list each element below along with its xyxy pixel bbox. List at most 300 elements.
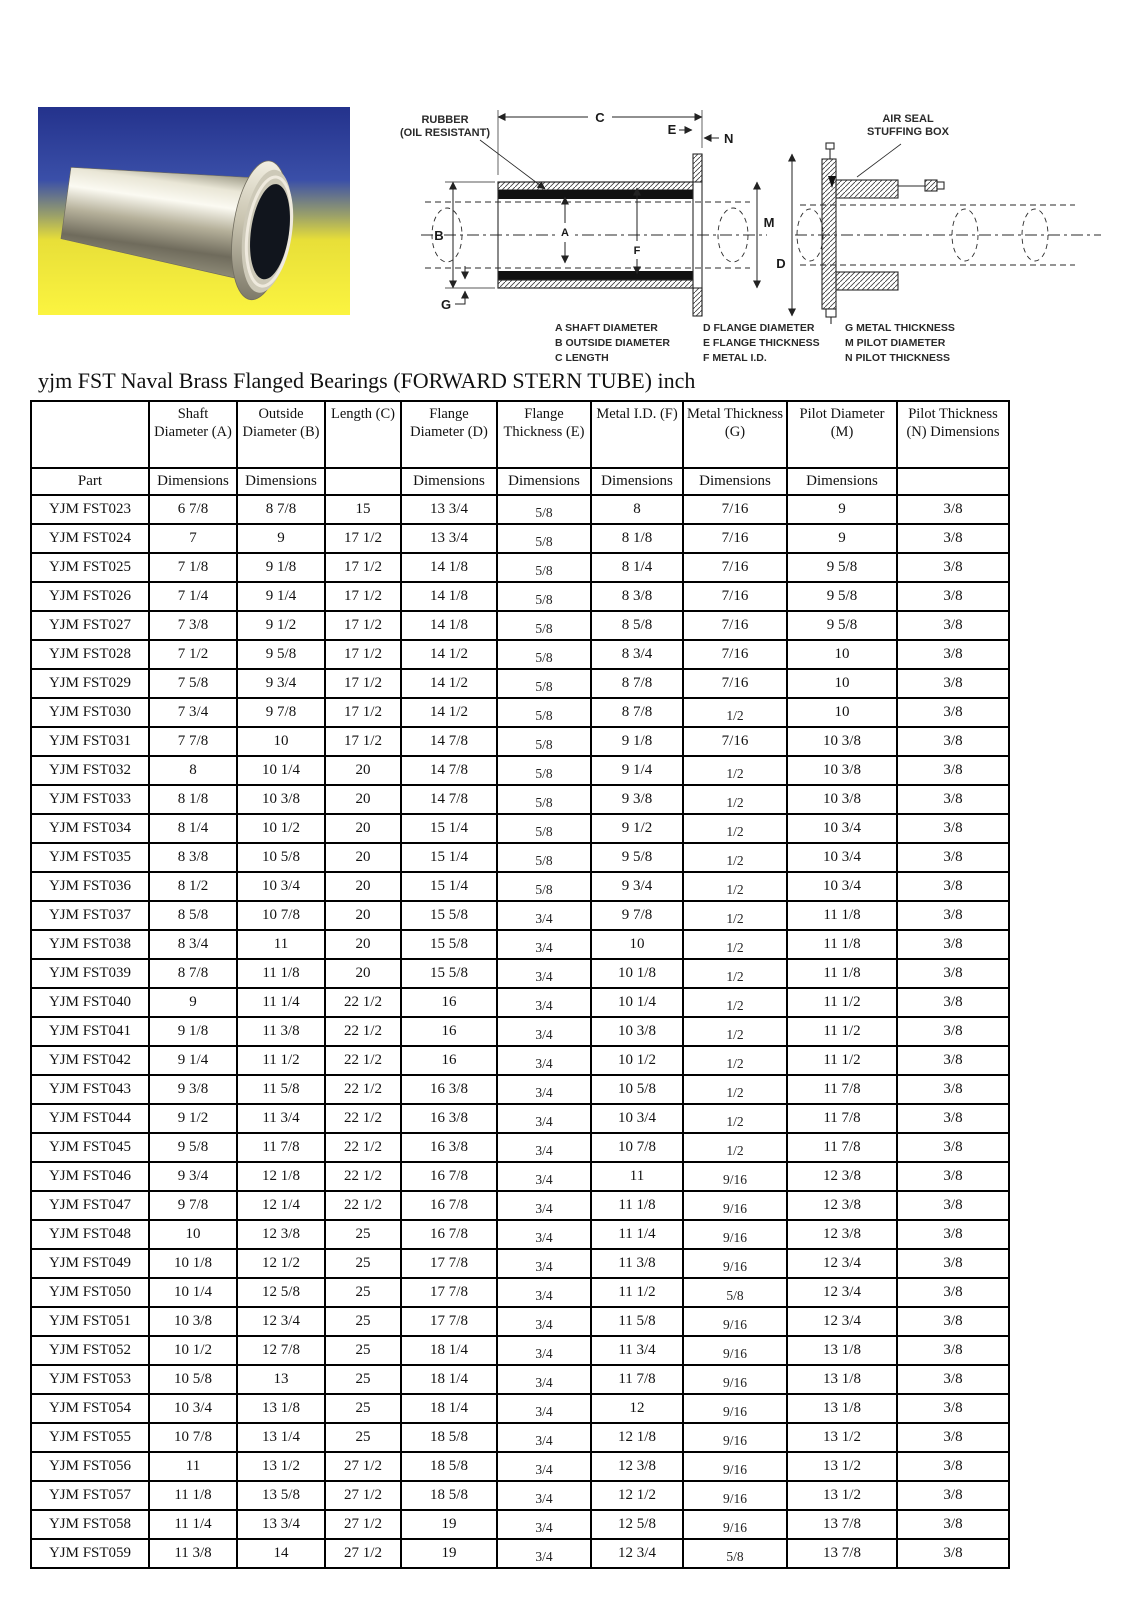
dimension-cell: 25	[325, 1394, 401, 1423]
dimension-cell: 3/8	[897, 1220, 1009, 1249]
part-cell: YJM FST057	[31, 1481, 149, 1510]
header-pilot-diameter: Pilot Diameter (M)	[787, 401, 897, 468]
dimension-cell: 3/4	[497, 1510, 591, 1539]
subheader-dim-n	[897, 468, 1009, 495]
dimension-cell: 9/16	[683, 1336, 787, 1365]
dimension-cell: 12 3/4	[787, 1278, 897, 1307]
dimension-cell: 5/8	[497, 553, 591, 582]
table-row	[31, 1075, 1009, 1104]
dimension-cell: 1/2	[683, 756, 787, 785]
dimension-cell: 10 7/8	[149, 1423, 237, 1452]
dimension-cell: 10 3/4	[787, 872, 897, 901]
dimension-cell: 16 7/8	[401, 1162, 497, 1191]
part-cell: YJM FST051	[31, 1307, 149, 1336]
dimension-cell: 15 1/4	[401, 814, 497, 843]
dimension-cell: 9 5/8	[237, 640, 325, 669]
dimension-cell: 14 7/8	[401, 727, 497, 756]
dimension-cell: 1/2	[683, 1104, 787, 1133]
dimension-cell: 19	[401, 1510, 497, 1539]
dimension-cell: 10 1/4	[591, 988, 683, 1017]
legend-d: D FLANGE DIAMETER	[703, 322, 815, 334]
dimension-cell: 9/16	[683, 1249, 787, 1278]
dimension-cell: 16	[401, 1046, 497, 1075]
dimension-cell: 22 1/2	[325, 1162, 401, 1191]
dimension-cell: 9/16	[683, 1452, 787, 1481]
dimension-cell: 8 7/8	[591, 698, 683, 727]
dimension-cell: 10 1/2	[237, 814, 325, 843]
dimension-cell: 15 1/4	[401, 843, 497, 872]
dimension-cell: 11 5/8	[237, 1075, 325, 1104]
dimension-cell: 5/8	[497, 843, 591, 872]
dimension-cell: 3/4	[497, 901, 591, 930]
dimension-cell: 1/2	[683, 843, 787, 872]
bearing-section	[421, 154, 767, 316]
stuffing-box-section	[795, 143, 1101, 324]
dimension-cell: 12 1/4	[237, 1191, 325, 1220]
subheader-dim-d: Dimensions	[401, 468, 497, 495]
dimension-cell: 3/8	[897, 901, 1009, 930]
dim-c-label: C	[595, 110, 605, 125]
table-row	[31, 495, 1009, 524]
dimension-cell: 3/8	[897, 1423, 1009, 1452]
subheader-dim-m: Dimensions	[787, 468, 897, 495]
table-row	[31, 1336, 1009, 1365]
dimension-cell: 11 5/8	[591, 1307, 683, 1336]
dimension-cell: 14 1/2	[401, 669, 497, 698]
subheader-dim-a: Dimensions	[149, 468, 237, 495]
dim-g-label: G	[440, 297, 452, 312]
dimension-cell: 3/4	[497, 1220, 591, 1249]
dimension-cell: 3/4	[497, 1191, 591, 1220]
dimension-cell: 13 7/8	[787, 1539, 897, 1568]
dimension-cell: 9 3/8	[149, 1075, 237, 1104]
header-length: Length (C)	[325, 401, 401, 468]
dimension-cell: 3/4	[497, 1133, 591, 1162]
table-row	[31, 669, 1009, 698]
table-row	[31, 582, 1009, 611]
dimension-cell: 3/8	[897, 1452, 1009, 1481]
dimension-cell: 8 1/4	[149, 814, 237, 843]
dimension-cell: 1/2	[683, 698, 787, 727]
header-metal-id: Metal I.D. (F)	[591, 401, 683, 468]
dimension-cell: 3/8	[897, 1104, 1009, 1133]
dimension-cell: 5/8	[497, 611, 591, 640]
subheader-dim-b: Dimensions	[237, 468, 325, 495]
dimension-cell: 7/16	[683, 669, 787, 698]
part-cell: YJM FST044	[31, 1104, 149, 1133]
dimension-cell: 27 1/2	[325, 1452, 401, 1481]
dimension-cell: 5/8	[497, 727, 591, 756]
table-row	[31, 901, 1009, 930]
dimension-cell: 17 1/2	[325, 582, 401, 611]
dimension-cell: 7/16	[683, 727, 787, 756]
product-photo	[38, 107, 350, 315]
table-row	[31, 1539, 1009, 1568]
table-row	[31, 785, 1009, 814]
dimension-cell: 10 5/8	[591, 1075, 683, 1104]
part-cell: YJM FST029	[31, 669, 149, 698]
part-cell: YJM FST025	[31, 553, 149, 582]
dimension-cell: 10 5/8	[237, 843, 325, 872]
dimension-cell: 10 3/4	[787, 843, 897, 872]
dimension-cell: 7 1/4	[149, 582, 237, 611]
dimension-cell: 20	[325, 756, 401, 785]
dimension-cell: 5/8	[497, 785, 591, 814]
part-cell: YJM FST026	[31, 582, 149, 611]
dimension-cell: 9/16	[683, 1162, 787, 1191]
air-seal-label-line2: STUFFING BOX	[867, 126, 949, 138]
dimension-cell: 20	[325, 843, 401, 872]
dimension-cell: 12 3/8	[787, 1220, 897, 1249]
dimension-cell: 17 1/2	[325, 698, 401, 727]
table-row	[31, 1423, 1009, 1452]
dimension-cell: 3/8	[897, 814, 1009, 843]
dimension-cell: 8 3/4	[591, 640, 683, 669]
dimension-cell: 22 1/2	[325, 1075, 401, 1104]
dimension-cell: 10 3/4	[591, 1104, 683, 1133]
dimension-cell: 9/16	[683, 1423, 787, 1452]
dimension-cell: 3/8	[897, 756, 1009, 785]
dimension-cell: 11	[149, 1452, 237, 1481]
dimension-cell: 11 3/8	[591, 1249, 683, 1278]
dimension-cell: 10 3/4	[787, 814, 897, 843]
dimension-cell: 3/8	[897, 1075, 1009, 1104]
dimension-cell: 3/4	[497, 1278, 591, 1307]
dimension-cell: 20	[325, 785, 401, 814]
dimension-cell: 3/8	[897, 1539, 1009, 1568]
dimension-cell: 9	[149, 988, 237, 1017]
gland-nut	[925, 180, 937, 191]
dimension-cell: 3/4	[497, 1452, 591, 1481]
dimension-cell: 3/8	[897, 495, 1009, 524]
dimension-cell: 9 3/4	[591, 872, 683, 901]
dimension-cell: 14 7/8	[401, 785, 497, 814]
table-row	[31, 1046, 1009, 1075]
part-cell: YJM FST030	[31, 698, 149, 727]
dimension-cell: 11 7/8	[787, 1133, 897, 1162]
dimension-cell: 15 5/8	[401, 930, 497, 959]
dimension-cell: 13 5/8	[237, 1481, 325, 1510]
dimension-cell: 15	[325, 495, 401, 524]
dimension-cell: 9 3/8	[591, 785, 683, 814]
header-flange-thickness: Flange Thickness (E)	[497, 401, 591, 468]
dimension-cell: 9 5/8	[787, 611, 897, 640]
dimension-cell: 15 1/4	[401, 872, 497, 901]
part-cell: YJM FST055	[31, 1423, 149, 1452]
table-row	[31, 1278, 1009, 1307]
dimension-cell: 12 5/8	[591, 1510, 683, 1539]
dimension-cell: 22 1/2	[325, 1046, 401, 1075]
dimension-cell: 3/4	[497, 1017, 591, 1046]
dimension-cell: 10	[591, 930, 683, 959]
part-cell: YJM FST045	[31, 1133, 149, 1162]
dimension-cell: 16 7/8	[401, 1191, 497, 1220]
dimension-cell: 17 1/2	[325, 553, 401, 582]
dimension-cell: 10 5/8	[149, 1365, 237, 1394]
dimension-cell: 3/8	[897, 524, 1009, 553]
dimension-cell: 9/16	[683, 1365, 787, 1394]
dimension-cell: 3/8	[897, 669, 1009, 698]
part-cell: YJM FST056	[31, 1452, 149, 1481]
dimension-cell: 3/4	[497, 1249, 591, 1278]
table-row	[31, 843, 1009, 872]
dimension-cell: 3/4	[497, 1075, 591, 1104]
dimension-cell: 7/16	[683, 553, 787, 582]
dimension-cell: 3/8	[897, 843, 1009, 872]
dimension-cell: 16 3/8	[401, 1075, 497, 1104]
dimension-cell: 10 1/2	[149, 1336, 237, 1365]
table-row	[31, 640, 1009, 669]
header-metal-thickness: Metal Thickness (G)	[683, 401, 787, 468]
dimension-cell: 3/8	[897, 872, 1009, 901]
table-row	[31, 930, 1009, 959]
part-cell: YJM FST035	[31, 843, 149, 872]
dimension-cell: 5/8	[497, 582, 591, 611]
part-cell: YJM FST053	[31, 1365, 149, 1394]
header-row-2	[31, 468, 1009, 495]
table-row	[31, 1365, 1009, 1394]
dimension-cell: 11 7/8	[787, 1075, 897, 1104]
dimension-cell: 9/16	[683, 1307, 787, 1336]
dimension-cell: 8 3/8	[591, 582, 683, 611]
subheader-dim-c	[325, 468, 401, 495]
dimension-cell: 20	[325, 930, 401, 959]
dimension-cell: 11 1/4	[149, 1510, 237, 1539]
dimension-cell: 12 3/8	[787, 1191, 897, 1220]
table-row	[31, 814, 1009, 843]
dimension-cell: 3/8	[897, 698, 1009, 727]
diagram-svg	[385, 92, 1131, 370]
dimension-cell: 11 3/8	[237, 1017, 325, 1046]
dimension-cell: 17 7/8	[401, 1278, 497, 1307]
dimension-cell: 25	[325, 1336, 401, 1365]
dimension-cell: 17 7/8	[401, 1307, 497, 1336]
dimension-cell: 3/8	[897, 1510, 1009, 1539]
dimension-cell: 17 1/2	[325, 611, 401, 640]
dimension-cell: 17 1/2	[325, 640, 401, 669]
dimension-cell: 11 1/2	[237, 1046, 325, 1075]
dimension-cell: 10 7/8	[237, 901, 325, 930]
dimension-cell: 20	[325, 872, 401, 901]
dimension-cell: 7 5/8	[149, 669, 237, 698]
table-row	[31, 1104, 1009, 1133]
header-row-1	[31, 401, 1009, 468]
dimension-cell: 11	[591, 1162, 683, 1191]
table-row	[31, 553, 1009, 582]
gland-top	[836, 180, 898, 198]
dimension-cell: 12 3/8	[591, 1452, 683, 1481]
dimension-cell: 16	[401, 988, 497, 1017]
part-cell: YJM FST054	[31, 1394, 149, 1423]
dimension-cell: 10 3/8	[149, 1307, 237, 1336]
table-row	[31, 1307, 1009, 1336]
dimension-cell: 9 1/4	[149, 1046, 237, 1075]
dimension-cell: 3/4	[497, 1104, 591, 1133]
dimension-cell: 7/16	[683, 495, 787, 524]
dimension-cell: 9 1/2	[237, 611, 325, 640]
technical-diagram	[385, 92, 1131, 370]
dimension-cell: 3/4	[497, 1046, 591, 1075]
table-row	[31, 611, 1009, 640]
dimension-cell: 3/8	[897, 1133, 1009, 1162]
dimension-cell: 14 1/8	[401, 582, 497, 611]
dimension-cell: 9 7/8	[237, 698, 325, 727]
dimension-cell: 10 3/4	[149, 1394, 237, 1423]
dimension-cell: 12 1/8	[237, 1162, 325, 1191]
table-row	[31, 1017, 1009, 1046]
dimension-cell: 5/8	[683, 1539, 787, 1568]
dimension-cell: 12 1/2	[591, 1481, 683, 1510]
dimension-cell: 18 1/4	[401, 1336, 497, 1365]
dim-f-label: F	[633, 245, 641, 257]
dimension-cell: 3/4	[497, 1365, 591, 1394]
dim-m-label: M	[763, 215, 775, 230]
flange-bottom	[693, 288, 702, 316]
rubber-label-line2: (OIL RESISTANT)	[399, 127, 491, 139]
part-cell: YJM FST023	[31, 495, 149, 524]
dimension-cell: 6 7/8	[149, 495, 237, 524]
dimension-cell: 3/4	[497, 1336, 591, 1365]
dimension-cell: 19	[401, 1539, 497, 1568]
part-cell: YJM FST058	[31, 1510, 149, 1539]
dimension-cell: 13	[237, 1365, 325, 1394]
dimension-cell: 10 1/8	[591, 959, 683, 988]
dimension-cell: 12 1/8	[591, 1423, 683, 1452]
dimension-cell: 7 3/8	[149, 611, 237, 640]
dimension-cell: 11 1/8	[787, 901, 897, 930]
dimension-cell: 3/8	[897, 582, 1009, 611]
subheader-part: Part	[31, 468, 149, 495]
dimension-cell: 7/16	[683, 582, 787, 611]
dimension-cell: 7 1/2	[149, 640, 237, 669]
dimension-cell: 11 3/4	[591, 1336, 683, 1365]
dimension-cell: 3/8	[897, 1481, 1009, 1510]
legend-a: A SHAFT DIAMETER	[555, 322, 658, 334]
dimension-cell: 9	[787, 524, 897, 553]
dimension-cell: 10	[787, 640, 897, 669]
dimension-cell: 13 1/2	[787, 1423, 897, 1452]
dimension-cell: 10 1/4	[237, 756, 325, 785]
dimension-cell: 3/8	[897, 1278, 1009, 1307]
rubber-lining-bottom	[498, 271, 693, 280]
dimension-cell: 9 1/8	[591, 727, 683, 756]
dimension-cell: 11 1/8	[237, 959, 325, 988]
table-row	[31, 872, 1009, 901]
part-cell: YJM FST036	[31, 872, 149, 901]
rubber-label-line1: RUBBER	[421, 114, 469, 126]
dimension-cell: 10	[149, 1220, 237, 1249]
dimension-cell: 9 5/8	[787, 582, 897, 611]
dimension-cell: 3/4	[497, 1539, 591, 1568]
dimension-cell: 8 1/8	[149, 785, 237, 814]
dimension-cell: 9 5/8	[787, 553, 897, 582]
parts-table-container	[30, 400, 1008, 1569]
dimension-cell: 3/8	[897, 727, 1009, 756]
dimension-cell: 12 3/4	[237, 1307, 325, 1336]
dimension-cell: 12 3/4	[787, 1249, 897, 1278]
dimension-cell: 9/16	[683, 1510, 787, 1539]
table-row	[31, 1162, 1009, 1191]
part-cell: YJM FST027	[31, 611, 149, 640]
dimension-cell: 8 5/8	[149, 901, 237, 930]
header-pilot-thickness: Pilot Thickness (N) Dimensions	[897, 401, 1009, 468]
dimension-cell: 9 1/8	[237, 553, 325, 582]
parts-table	[30, 400, 1010, 1569]
dimension-cell: 1/2	[683, 1046, 787, 1075]
dimension-cell: 16 3/8	[401, 1133, 497, 1162]
flanged-bearing-photo	[38, 107, 350, 315]
dimension-cell: 5/8	[497, 756, 591, 785]
parts-table-body	[31, 495, 1009, 1568]
dimension-cell: 5/8	[497, 698, 591, 727]
part-cell: YJM FST031	[31, 727, 149, 756]
table-row	[31, 727, 1009, 756]
dimension-cell: 11 1/2	[787, 988, 897, 1017]
dimension-cell: 13 1/8	[787, 1365, 897, 1394]
part-cell: YJM FST033	[31, 785, 149, 814]
dimension-cell: 9 1/2	[149, 1104, 237, 1133]
table-row	[31, 1394, 1009, 1423]
dimension-cell: 9 5/8	[149, 1133, 237, 1162]
dimension-cell: 25	[325, 1278, 401, 1307]
part-cell: YJM FST059	[31, 1539, 149, 1568]
part-cell: YJM FST039	[31, 959, 149, 988]
dim-d-label: D	[776, 256, 786, 271]
dimension-cell: 8 1/4	[591, 553, 683, 582]
dimension-cell: 1/2	[683, 1017, 787, 1046]
dimension-cell: 10 3/8	[591, 1017, 683, 1046]
dimension-cell: 11 1/2	[787, 1046, 897, 1075]
dimension-cell: 3/4	[497, 930, 591, 959]
dimension-cell: 10 1/2	[591, 1046, 683, 1075]
dimension-cell: 3/4	[497, 1307, 591, 1336]
dimension-cell: 11 1/2	[787, 1017, 897, 1046]
dimension-cell: 17 1/2	[325, 727, 401, 756]
subheader-dim-g: Dimensions	[683, 468, 787, 495]
dimension-cell: 3/8	[897, 1017, 1009, 1046]
dimension-cell: 25	[325, 1307, 401, 1336]
table-row	[31, 698, 1009, 727]
dimension-cell: 7/16	[683, 640, 787, 669]
dim-n-label: N	[724, 131, 734, 146]
dimension-cell: 22 1/2	[325, 1191, 401, 1220]
dimension-cell: 3/8	[897, 930, 1009, 959]
table-row	[31, 959, 1009, 988]
dimension-cell: 9 1/4	[237, 582, 325, 611]
dimension-cell: 11 3/4	[237, 1104, 325, 1133]
dimension-cell: 9/16	[683, 1220, 787, 1249]
dimension-cell: 9 3/4	[149, 1162, 237, 1191]
dimension-cell: 5/8	[683, 1278, 787, 1307]
dimension-cell: 25	[325, 1423, 401, 1452]
subheader-dim-f: Dimensions	[591, 468, 683, 495]
dimension-cell: 27 1/2	[325, 1510, 401, 1539]
dimension-cell: 11 1/8	[787, 959, 897, 988]
dimension-cell: 5/8	[497, 872, 591, 901]
part-cell: YJM FST041	[31, 1017, 149, 1046]
dimension-cell: 3/4	[497, 1423, 591, 1452]
dimension-cell: 9 1/4	[591, 756, 683, 785]
dimension-cell: 7/16	[683, 524, 787, 553]
dimension-cell: 3/8	[897, 1046, 1009, 1075]
dimension-cell: 22 1/2	[325, 1133, 401, 1162]
dimension-cell: 14 7/8	[401, 756, 497, 785]
table-row	[31, 1510, 1009, 1539]
dimension-cell: 10 3/8	[787, 785, 897, 814]
part-cell: YJM FST052	[31, 1336, 149, 1365]
dimension-cell: 13 7/8	[787, 1510, 897, 1539]
dimension-cell: 11 7/8	[787, 1104, 897, 1133]
